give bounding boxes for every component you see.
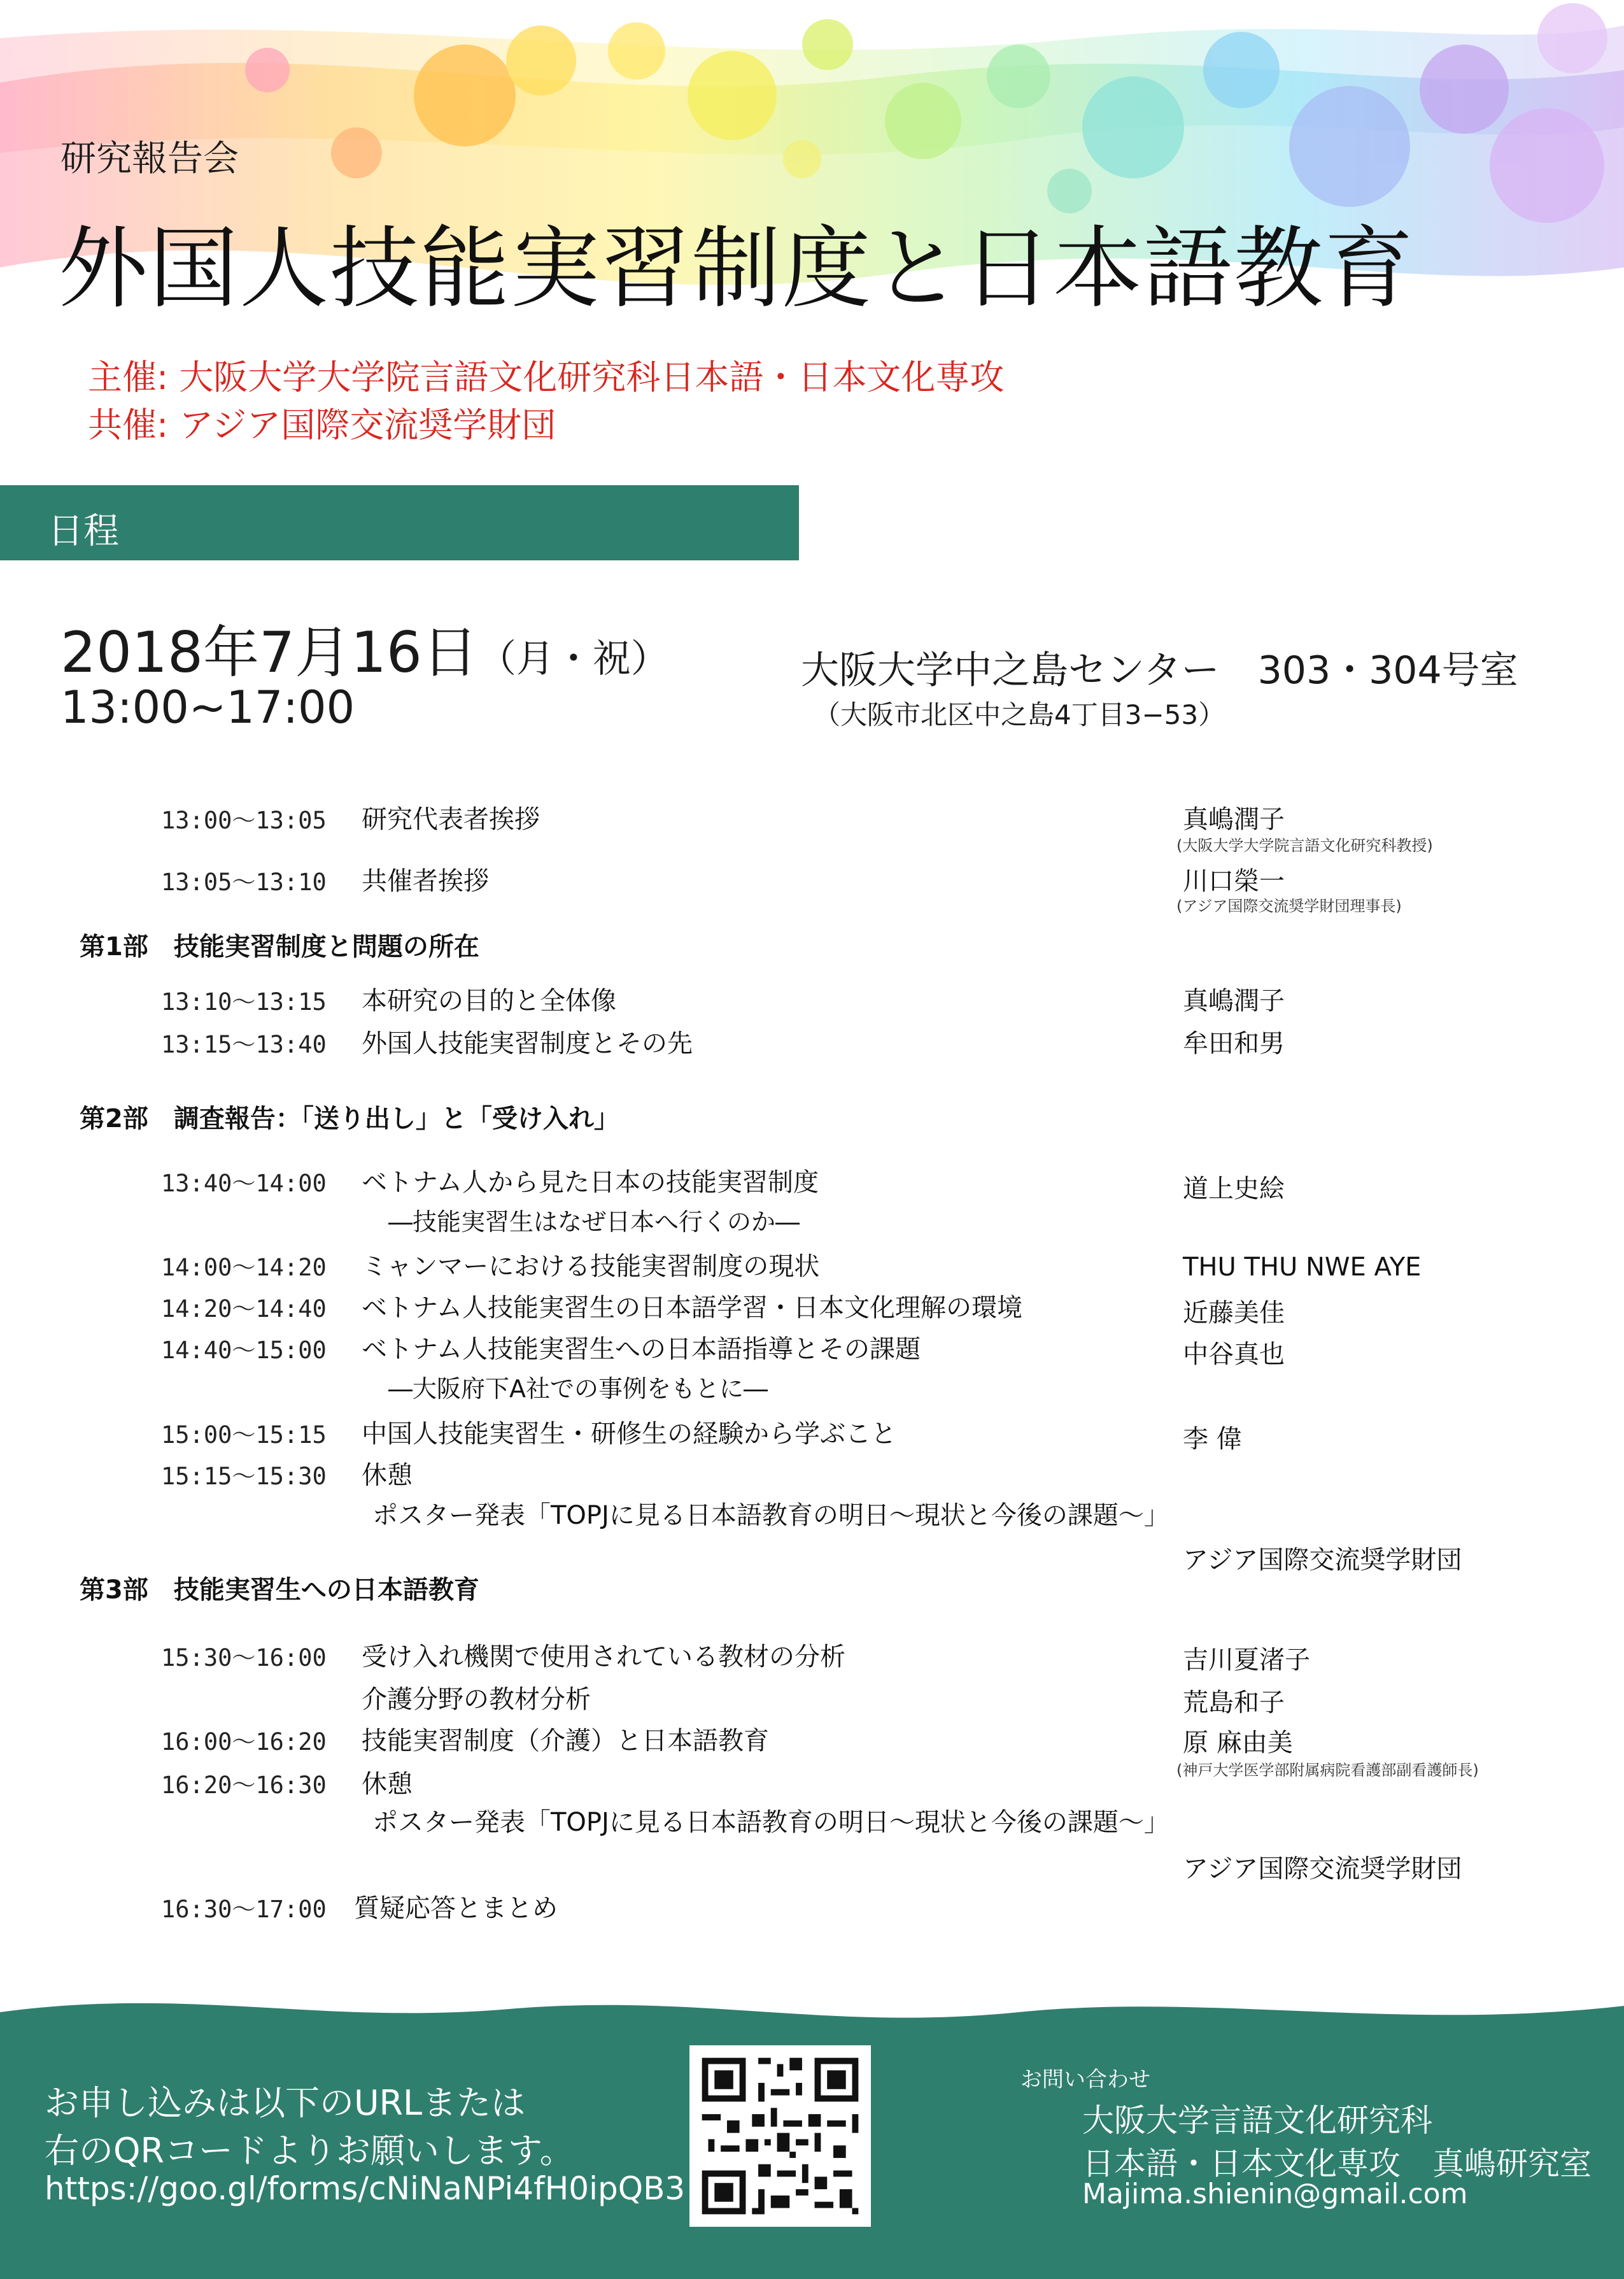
program-time: 13:15～13:40: [161, 1031, 327, 1058]
qr-code-icon: [689, 2045, 871, 2227]
program-title: 外国人技能実習制度とその先: [362, 1029, 693, 1058]
program-time: 13:10～13:15: [161, 988, 327, 1016]
program-speaker: 中谷真也: [1183, 1340, 1285, 1369]
program-title: ミャンマーにおける技能実習制度の現状: [362, 1252, 820, 1281]
program-speaker: 川口榮一: [1183, 867, 1285, 896]
program-subtitle: ―技能実習生はなぜ日本へ行くのか―: [388, 1208, 800, 1236]
apply-instruction-line2: 右のQRコードよりお願いします。: [45, 2131, 574, 2171]
speaker-affiliation: (アジア国際交流奨学財団理事長): [1176, 897, 1402, 915]
program-title: 研究代表者挨拶: [362, 805, 540, 834]
program-time: 14:20～14:40: [161, 1295, 327, 1323]
poster-session: ポスター発表「TOPJに見る日本語教育の明日～現状と今後の課題～」: [372, 1501, 1169, 1530]
program-title: ベトナム人から見た日本の技能実習制度: [362, 1168, 819, 1197]
program-speaker: 近藤美佳: [1183, 1298, 1285, 1328]
program-speaker: THU THU NWE AYE: [1183, 1253, 1422, 1282]
program-title: 技能実習制度（介護）と日本語教育: [362, 1726, 769, 1756]
registration-link[interactable]: https://goo.gl/forms/cNiNaNPi4fH0ipQB3: [45, 2170, 686, 2207]
event-venue: 大阪大学中之島センター 303・304号室: [801, 648, 1518, 693]
program-title: 質疑応答とまとめ: [354, 1894, 558, 1923]
program-time: 15:15～15:30: [161, 1463, 327, 1490]
program-time: 16:20～16:30: [161, 1771, 327, 1799]
part2-heading: 第2部 調査報告：「送り出し」と「受け入れ」: [80, 1104, 619, 1133]
part1-heading: 第1部 技能実習制度と問題の所在: [80, 932, 479, 962]
program-title: 中国人技能実習生・研修生の経験から学ぶこと: [362, 1419, 896, 1449]
program-title: 介護分野の教材分析: [362, 1685, 591, 1714]
poster-session: ポスター発表「TOPJに見る日本語教育の明日～現状と今後の課題～」: [372, 1808, 1169, 1837]
program-speaker: 原 麻由美: [1183, 1728, 1293, 1757]
program-time: 13:00～13:05: [161, 807, 327, 834]
program-speaker: アジア国際交流奨学財団: [1183, 1854, 1462, 1884]
program-speaker: 李 偉: [1183, 1424, 1242, 1454]
program-speaker: 真嶋潤子: [1183, 805, 1285, 834]
program-title: 休憩: [362, 1770, 413, 1799]
program-title: ベトナム人技能実習生の日本語学習・日本文化理解の環境: [362, 1293, 1022, 1323]
event-time: 13:00~17:00: [60, 681, 355, 734]
part3-heading: 第3部 技能実習生への日本語教育: [80, 1575, 479, 1605]
program-speaker: 荒島和子: [1183, 1688, 1285, 1717]
event-weekday: （月・祝）: [477, 637, 669, 681]
program-time: 13:40～14:00: [161, 1170, 327, 1197]
co-organizer-line: 共催: アジア国際交流奨学財団: [88, 405, 556, 445]
program-title: 共催者挨拶: [362, 867, 489, 896]
program-title: 本研究の目的と全体像: [362, 986, 616, 1016]
contact-email[interactable]: Majima.shienin@gmail.com: [1082, 2178, 1468, 2210]
program-title: 受け入れ機関で使用されている教材の分析: [362, 1642, 845, 1672]
speaker-affiliation: (大阪大学大学院言語文化研究科教授): [1176, 837, 1433, 855]
program-time: 15:00～15:15: [161, 1421, 327, 1449]
program-subtitle: ―大阪府下A社での事例をもとに―: [388, 1375, 768, 1403]
page-title: 外国人技能実習制度と日本語教育: [59, 217, 1415, 321]
program-speaker: 吉川夏渚子: [1183, 1645, 1310, 1675]
program-title: ベトナム人技能実習生への日本語指導とその課題: [362, 1335, 921, 1364]
event-date: [60, 608, 669, 688]
schedule-banner-label: 日程: [48, 511, 119, 552]
contact-organization: 大阪大学言語文化研究科: [1082, 2102, 1432, 2139]
program-speaker: 道上史絵: [1183, 1174, 1285, 1203]
organizer-line: 主催: 大阪大学大学院言語文化研究科日本語・日本文化専攻: [88, 357, 1005, 397]
event-type-label: 研究報告会: [60, 138, 239, 180]
program-time: 15:30～16:00: [161, 1644, 327, 1672]
speaker-affiliation: (神戸大学医学部附属病院看護部副看護師長): [1176, 1761, 1479, 1779]
program-title: 休憩: [362, 1461, 413, 1490]
contact-department: 日本語・日本文化専攻 真嶋研究室: [1082, 2145, 1592, 2182]
program-time: 16:30～17:00: [161, 1896, 327, 1923]
qr-code[interactable]: [689, 2045, 871, 2227]
event-date-value: 2018年7月16日: [60, 620, 478, 685]
schedule-banner: [0, 485, 799, 560]
program-time: 14:40～15:00: [161, 1337, 327, 1364]
program-time: 16:00～16:20: [161, 1728, 327, 1756]
program-speaker: アジア国際交流奨学財団: [1183, 1545, 1462, 1575]
apply-instruction-line1: お申し込みは以下のURLまたは: [45, 2083, 526, 2123]
event-address: （大阪市北区中之島4丁目3−53）: [814, 699, 1225, 730]
program-speaker: 真嶋潤子: [1183, 986, 1285, 1016]
program-time: 13:05～13:10: [161, 869, 327, 896]
program-time: 14:00～14:20: [161, 1254, 327, 1281]
program-speaker: 牟田和男: [1183, 1029, 1285, 1058]
contact-label: お問い合わせ: [1020, 2067, 1150, 2092]
